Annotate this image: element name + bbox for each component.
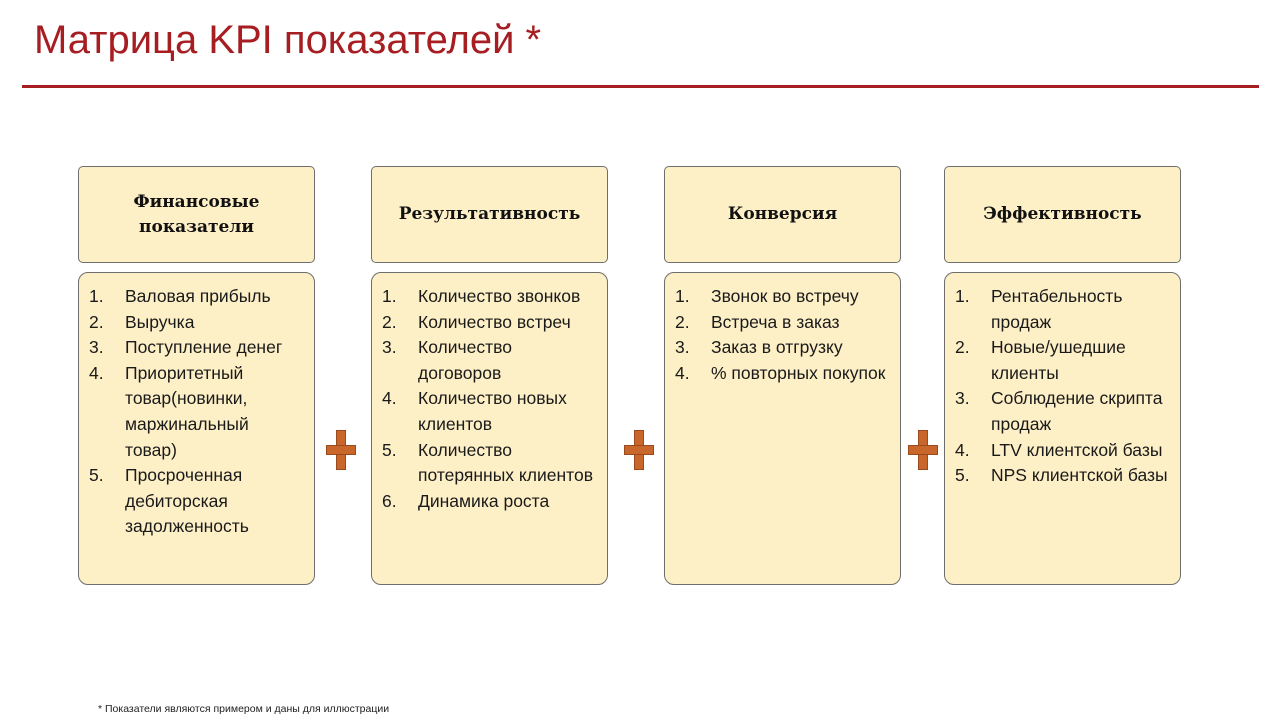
plus-icon [908,430,938,470]
item-text: Соблюдение скрипта продаж [991,388,1163,434]
column-list [371,272,608,585]
item-number: 2. [955,337,970,358]
item-text: Звонок во встречу [711,286,859,306]
list-item [675,335,890,361]
list-item [382,310,597,336]
list-item [89,361,304,463]
item-number: 4. [382,388,397,409]
item-text: Количество договоров [418,337,512,383]
list-item [89,463,304,540]
list-item [955,463,1170,489]
item-number: 5. [955,465,970,486]
list-item [89,284,304,310]
item-number: 2. [382,311,397,332]
item-text: Заказ в отгрузку [711,337,843,358]
column-header: Финансовые показатели [78,166,315,263]
footnote: * Показатели являются примером и даны для иллюстрации [98,703,390,715]
item-text: Количество встреч [418,311,571,332]
item-number: 5. [89,465,104,486]
list-item [89,310,304,336]
item-text: Количество звонков [418,286,581,306]
plus-icon [326,430,356,470]
item-text: Встреча в заказ [711,311,840,332]
kpi-column-financial [78,166,315,585]
plus-icon [624,430,654,470]
item-number: 3. [89,337,104,358]
item-text: Выручка [125,311,195,332]
item-number: 1. [675,286,690,306]
item-number: 4. [675,362,690,383]
item-text: Приоритетный товар(новинки, маржинальный товар) [125,362,249,460]
list-item [675,284,890,310]
list-item [955,386,1170,437]
list-item [382,284,597,310]
item-text: Валовая прибыль [125,286,271,306]
list-item [675,361,890,387]
list-item [382,335,597,386]
column-header: Эффективность [944,166,1181,263]
kpi-column-efficiency [944,166,1181,585]
item-number: 2. [675,311,690,332]
item-text: Динамика роста [418,490,550,511]
list-item [955,438,1170,464]
column-list [664,272,901,585]
page-title: Матрица KPI показателей * [34,18,542,62]
item-text: Новые/ушедшие клиенты [991,337,1126,383]
kpi-column-conversion [664,166,901,585]
list-item [382,489,597,515]
item-text: % повторных покупок [711,362,886,383]
list-item [89,335,304,361]
item-number: 2. [89,311,104,332]
item-text: Поступление денег [125,337,283,358]
item-text: Рентабельность продаж [991,286,1123,332]
item-number: 6. [382,490,397,511]
item-number: 1. [382,286,397,306]
item-number: 4. [89,362,104,383]
item-text: NPS клиентской базы [991,465,1168,486]
item-number: 3. [955,388,970,409]
item-number: 4. [955,439,970,460]
title-divider [22,85,1259,88]
item-text: Просроченная дебиторская задолженность [125,465,249,537]
item-text: LTV клиентской базы [991,439,1163,460]
list-item [955,335,1170,386]
item-number: 5. [382,439,397,460]
item-number: 3. [675,337,690,358]
kpi-column-performance [371,166,608,585]
column-list [944,272,1181,585]
item-number: 1. [955,286,970,306]
list-item [955,284,1170,335]
column-header: Результативность [371,166,608,263]
list-item [382,386,597,437]
item-text: Количество новых клиентов [418,388,567,434]
item-number: 1. [89,286,104,306]
list-item [675,310,890,336]
column-list [78,272,315,585]
list-item [382,438,597,489]
column-header: Конверсия [664,166,901,263]
item-text: Количество потерянных клиентов [418,439,593,486]
item-number: 3. [382,337,397,358]
